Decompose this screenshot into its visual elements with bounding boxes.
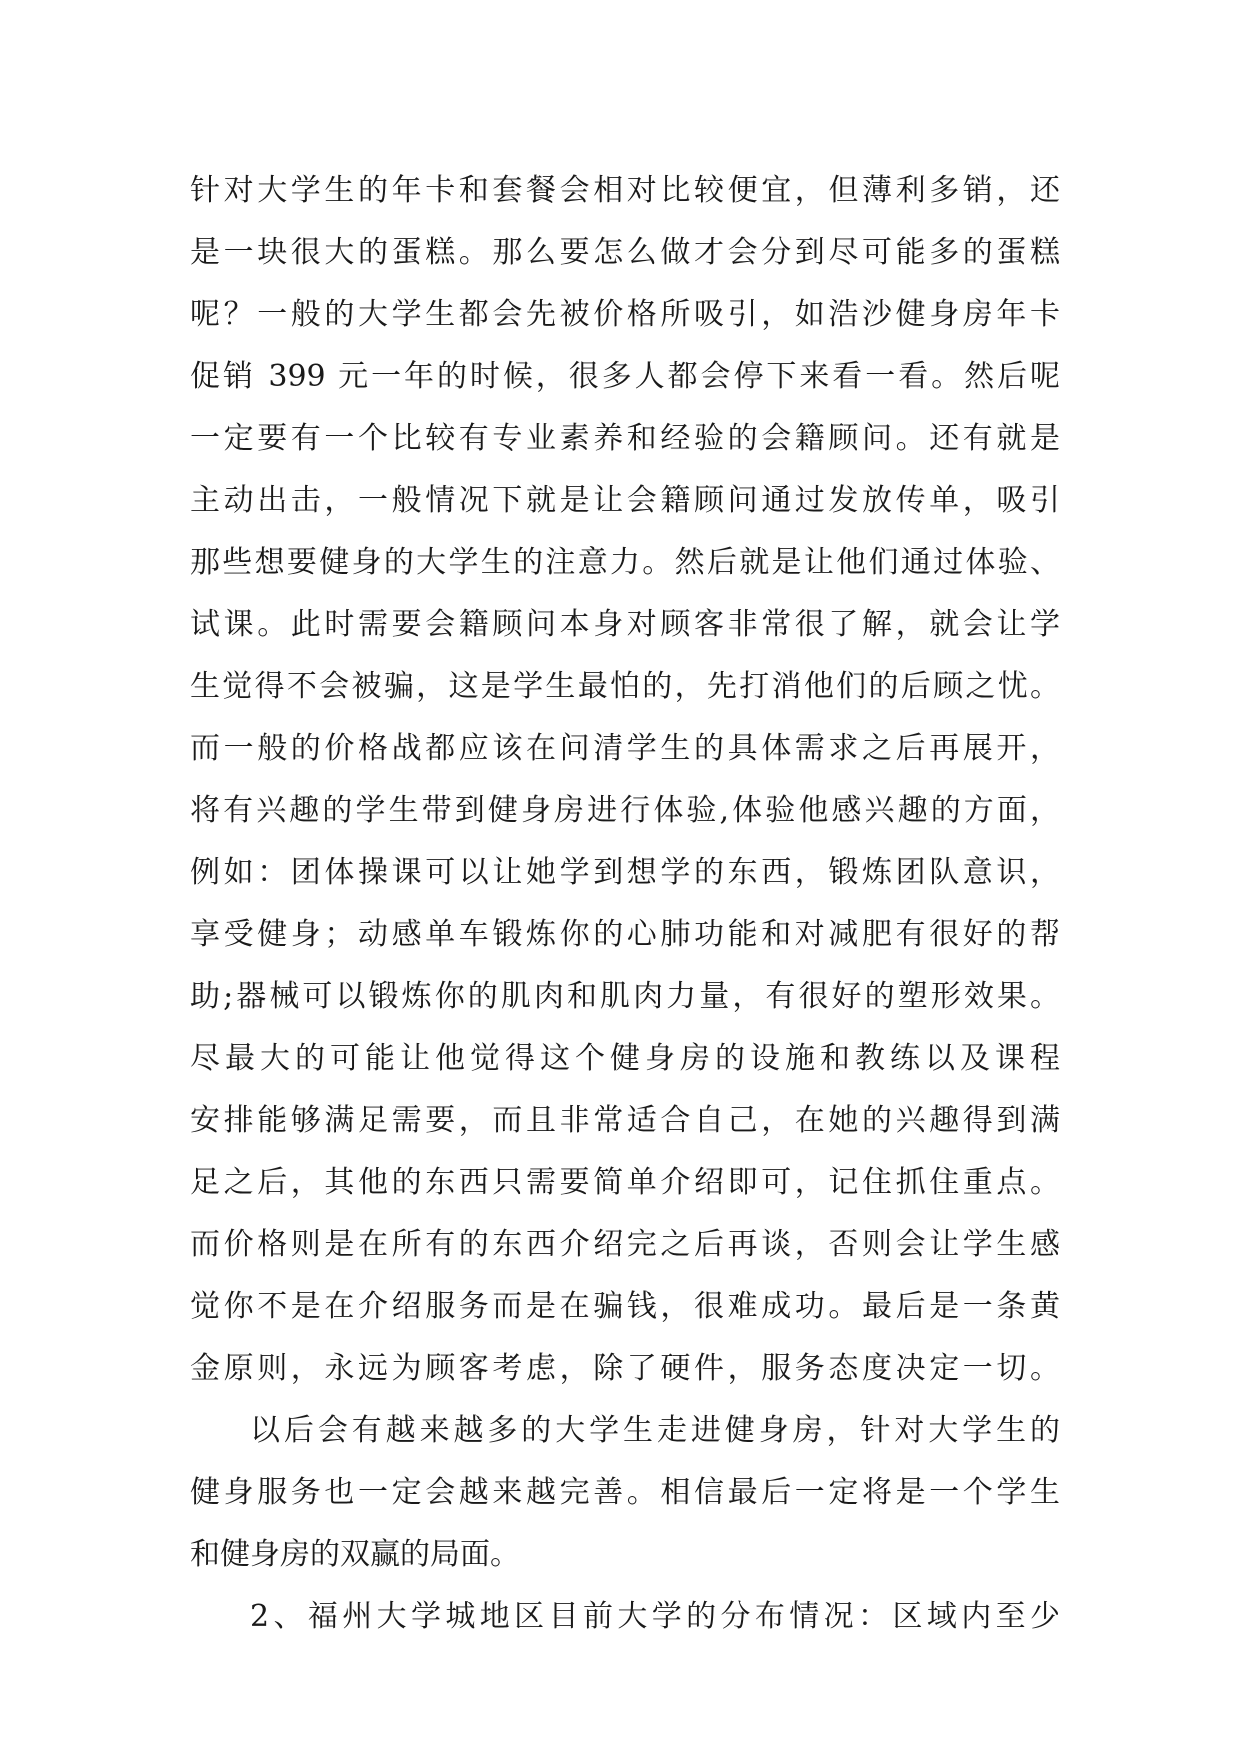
text-line: 健身服务也一定会越来越完善。相信最后一定将是一个学生 bbox=[190, 1475, 1060, 1510]
text-line: 而一般的价格战都应该在问清学生的具体需求之后再展开， bbox=[190, 731, 1060, 766]
text-line: 针对大学生的年卡和套餐会相对比较便宜，但薄利多销，还 bbox=[190, 173, 1060, 208]
text-line: 生觉得不会被骗，这是学生最怕的，先打消他们的后顾之忧。 bbox=[190, 669, 1060, 704]
text-line: 是一块很大的蛋糕。那么要怎么做才会分到尽可能多的蛋糕 bbox=[190, 235, 1060, 270]
text-line: 一定要有一个比较有专业素养和经验的会籍顾问。还有就是 bbox=[190, 421, 1060, 456]
text-line: 助;器械可以锻炼你的肌肉和肌肉力量，有很好的塑形效果。 bbox=[190, 979, 1060, 1014]
text-line: 足之后，其他的东西只需要简单介绍即可，记住抓住重点。 bbox=[190, 1165, 1060, 1200]
body-text bbox=[190, 160, 1060, 1648]
text-line: 那些想要健身的大学生的注意力。然后就是让他们通过体验、 bbox=[190, 545, 1060, 580]
text-line: 尽最大的可能让他觉得这个健身房的设施和教练以及课程 bbox=[190, 1041, 1060, 1076]
text-line: 呢？一般的大学生都会先被价格所吸引，如浩沙健身房年卡 bbox=[190, 297, 1060, 332]
text-line: 2、福州大学城地区目前大学的分布情况：区域内至少 bbox=[250, 1599, 1060, 1634]
text-line: 以后会有越来越多的大学生走进健身房，针对大学生的 bbox=[250, 1413, 1060, 1448]
text-line: 例如：团体操课可以让她学到想学的东西，锻炼团队意识， bbox=[190, 855, 1060, 890]
text-line: 安排能够满足需要，而且非常适合自己，在她的兴趣得到满 bbox=[190, 1103, 1060, 1138]
text-line: 将有兴趣的学生带到健身房进行体验,体验他感兴趣的方面， bbox=[190, 793, 1060, 828]
text-line: 觉你不是在介绍服务而是在骗钱，很难成功。最后是一条黄 bbox=[190, 1289, 1060, 1324]
text-line: 而价格则是在所有的东西介绍完之后再谈，否则会让学生感 bbox=[190, 1227, 1060, 1262]
text-line: 金原则，永远为顾客考虑，除了硬件，服务态度决定一切。 bbox=[190, 1351, 1060, 1386]
text-line: 试课。此时需要会籍顾问本身对顾客非常很了解，就会让学 bbox=[190, 607, 1060, 642]
text-line: 和健身房的双赢的局面。 bbox=[190, 1537, 520, 1572]
text-line: 主动出击，一般情况下就是让会籍顾问通过发放传单，吸引 bbox=[190, 483, 1060, 518]
text-line: 促销 399 元一年的时候，很多人都会停下来看一看。然后呢 bbox=[190, 359, 1060, 394]
text-line: 享受健身；动感单车锻炼你的心肺功能和对减肥有很好的帮 bbox=[190, 917, 1060, 952]
